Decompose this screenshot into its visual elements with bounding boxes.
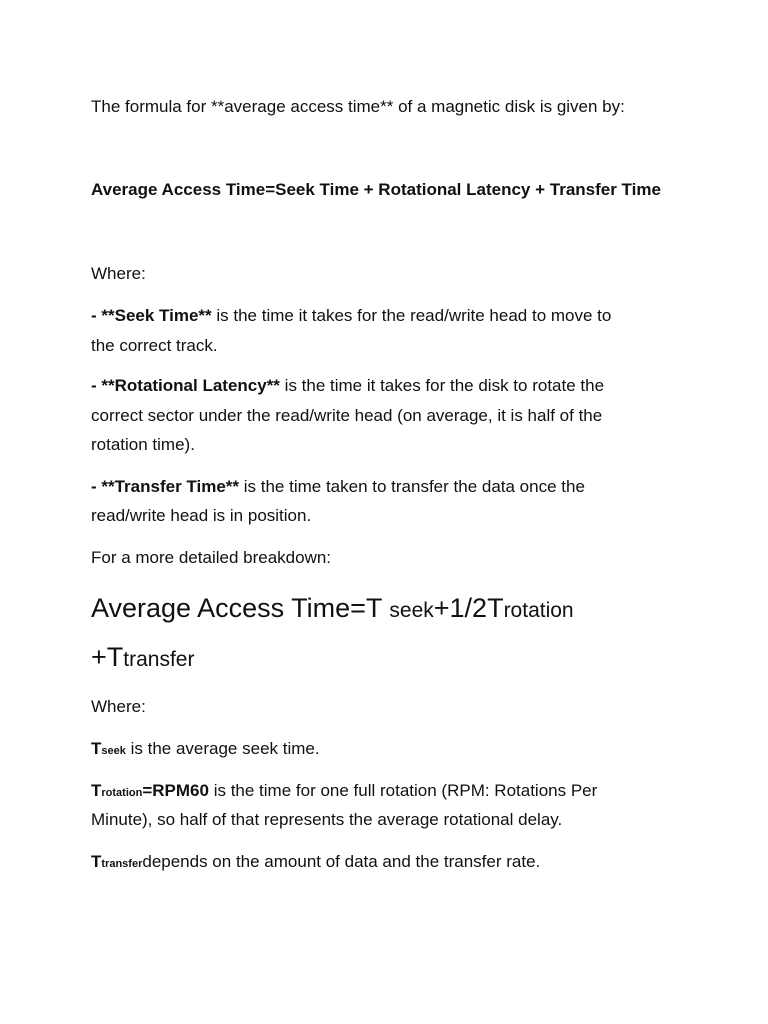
formula-line2-prefix: +T [91, 642, 124, 672]
trotation-desc: is the time for one full rotation (RPM: Rotations Per [208, 781, 598, 800]
detailed-formula-line1 [91, 592, 574, 627]
formula-seek-sub: seek [389, 599, 434, 622]
rotational-latency-item [91, 376, 604, 396]
formula-transfer-sub: transfer [123, 648, 195, 671]
ttransfer-symbol: T [91, 852, 102, 871]
tseek-sub: seek [101, 745, 126, 757]
intro-text: The formula for **average access time** of a magnetic disk is given by: [91, 97, 625, 116]
ttransfer-sub: transfer [101, 858, 143, 870]
seek-time-item [91, 306, 611, 326]
ttransfer-item [91, 852, 540, 874]
formula-part1: Average Access Time=T [91, 593, 390, 623]
transfer-time-desc-line2: read/write head is in position. [91, 506, 312, 525]
rotational-latency-desc: is the time it takes for the disk to rotate the [279, 376, 605, 395]
trotation-sub: rotation [101, 787, 143, 799]
trotation-symbol: T [91, 781, 102, 800]
formula-part2: +1/2T [433, 593, 504, 623]
seek-time-desc-line2: the correct track. [91, 336, 218, 355]
seek-time-term: - **Seek Time** [91, 306, 212, 325]
breakdown-intro: For a more detailed breakdown: [91, 548, 332, 567]
transfer-time-desc: is the time taken to transfer the data once the [239, 477, 585, 496]
tseek-item [91, 739, 320, 761]
where-label: Where: [91, 264, 146, 283]
transfer-time-item [91, 477, 585, 497]
transfer-time-term: - **Transfer Time** [91, 477, 240, 496]
ttransfer-desc: depends on the amount of data and the transfer rate. [142, 852, 541, 871]
detailed-formula-line2 [91, 641, 194, 676]
trotation-eq: =RPM60 [142, 781, 209, 800]
trotation-item [91, 781, 597, 803]
rotational-latency-desc-line3: rotation time). [91, 435, 195, 454]
trotation-desc-line2: Minute), so half of that represents the average rotational delay. [91, 810, 563, 829]
rotational-latency-desc-line2: correct sector under the read/write head (on average, it is half of the [91, 406, 603, 425]
where-label-2: Where: [91, 697, 146, 716]
tseek-symbol: T [91, 739, 102, 758]
tseek-desc: is the average seek time. [125, 739, 320, 758]
seek-time-desc: is the time it takes for the read/write head to move to [211, 306, 612, 325]
rotational-latency-term: - **Rotational Latency** [91, 376, 280, 395]
formula-rotation-sub: rotation [503, 599, 574, 622]
formula-heading: Average Access Time=Seek Time + Rotational Latency + Transfer Time [91, 180, 661, 199]
